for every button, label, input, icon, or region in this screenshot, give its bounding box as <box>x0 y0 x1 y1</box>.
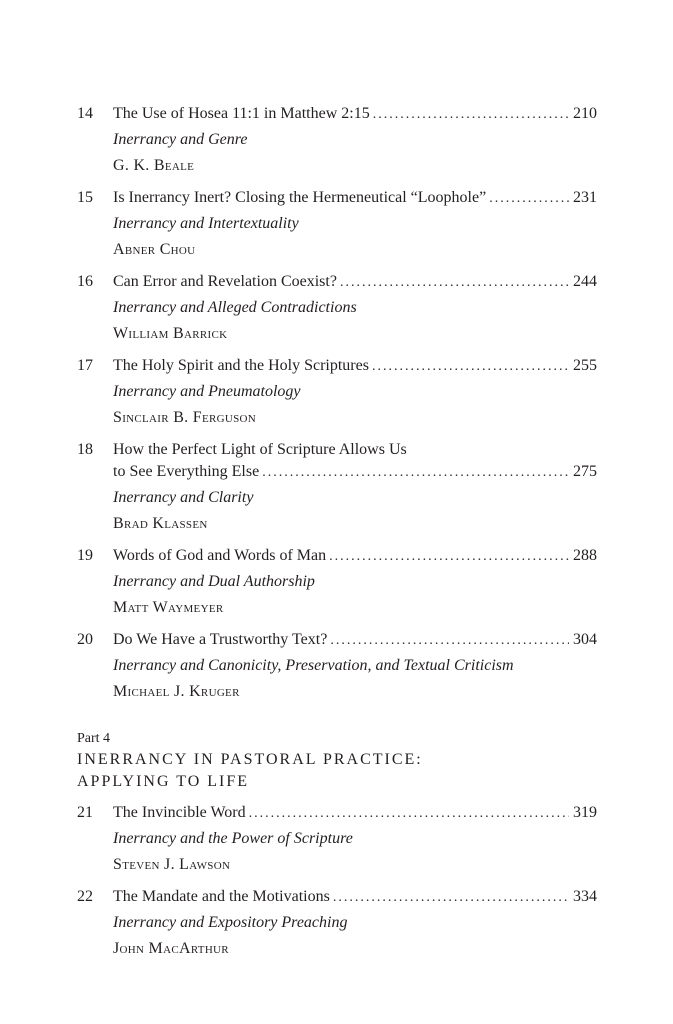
chapter-author: John MacArthur <box>113 940 229 957</box>
chapter-author: Steven J. Lawson <box>113 856 231 873</box>
chapter-title: The Holy Spirit and the Holy Scriptures <box>113 357 369 374</box>
chapter-title-line-1: How the Perfect Light of Scripture Allows Us <box>113 441 407 458</box>
chapter-title: Is Inerrancy Inert? Closing the Hermeneutical “Loophole” <box>113 189 487 206</box>
part-title-line-1: INERRANCY IN PASTORAL PRACTICE: <box>77 751 423 768</box>
chapter-number: 15 <box>77 189 93 206</box>
chapter-subtitle: Inerrancy and Clarity <box>113 489 254 506</box>
chapter-number: 14 <box>77 105 93 122</box>
chapter-subtitle: Inerrancy and Pneumatology <box>113 383 301 400</box>
chapter-title: Do We Have a Trustworthy Text? <box>113 631 328 648</box>
chapter-subtitle: Inerrancy and Expository Preaching <box>113 914 348 931</box>
leader-dots <box>329 546 569 568</box>
chapter-number: 21 <box>77 804 93 821</box>
page-number: 244 <box>573 273 597 290</box>
chapter-author: Brad Klassen <box>113 515 208 532</box>
part-title <box>77 749 423 793</box>
chapter-title: The Invincible Word <box>113 804 246 821</box>
leader-dots <box>333 887 569 909</box>
chapter-title: Words of God and Words of Man <box>113 547 327 564</box>
page-number: 231 <box>573 189 597 206</box>
chapter-subtitle: Inerrancy and Intertextuality <box>113 215 299 232</box>
part-title-line-2: APPLYING TO LIFE <box>77 773 250 790</box>
page-number: 275 <box>573 463 597 480</box>
chapter-number: 16 <box>77 273 93 290</box>
page-number: 304 <box>573 631 597 648</box>
chapter-number: 22 <box>77 888 93 905</box>
page-number: 334 <box>573 888 597 905</box>
part-label: Part 4 <box>77 731 111 746</box>
chapter-title: Can Error and Revelation Coexist? <box>113 273 337 290</box>
chapter-subtitle: Inerrancy and Dual Authorship <box>113 573 315 590</box>
page-number: 210 <box>573 105 597 122</box>
chapter-subtitle: Inerrancy and the Power of Scripture <box>113 830 353 847</box>
leader-dots <box>340 272 569 294</box>
chapter-author: William Barrick <box>113 325 228 342</box>
chapter-subtitle: Inerrancy and Genre <box>113 131 248 148</box>
chapter-subtitle: Inerrancy and Canonicity, Preservation, and Textual Criticism <box>113 657 514 674</box>
chapter-number: 17 <box>77 357 93 374</box>
chapter-author: Matt Waymeyer <box>113 599 224 616</box>
chapter-author: Sinclair B. Ferguson <box>113 409 257 426</box>
chapter-title: The Mandate and the Motivations <box>113 888 330 905</box>
leader-dots <box>489 188 569 210</box>
chapter-author: G. K. Beale <box>113 157 195 174</box>
chapter-title: The Use of Hosea 11:1 in Matthew 2:15 <box>113 105 370 122</box>
chapter-author: Abner Chou <box>113 241 196 258</box>
leader-dots <box>330 630 569 652</box>
leader-dots <box>249 803 569 825</box>
page-number: 319 <box>573 804 597 821</box>
chapter-number: 19 <box>77 547 93 564</box>
page-number: 255 <box>573 357 597 374</box>
chapter-title: to See Everything Else <box>113 463 260 480</box>
leader-dots <box>262 462 569 484</box>
leader-dots <box>373 104 569 126</box>
chapter-number: 20 <box>77 631 93 648</box>
chapter-number: 18 <box>77 441 93 458</box>
leader-dots <box>372 356 569 378</box>
chapter-author: Michael J. Kruger <box>113 683 240 700</box>
page-number: 288 <box>573 547 597 564</box>
chapter-subtitle: Inerrancy and Alleged Contradictions <box>113 299 357 316</box>
